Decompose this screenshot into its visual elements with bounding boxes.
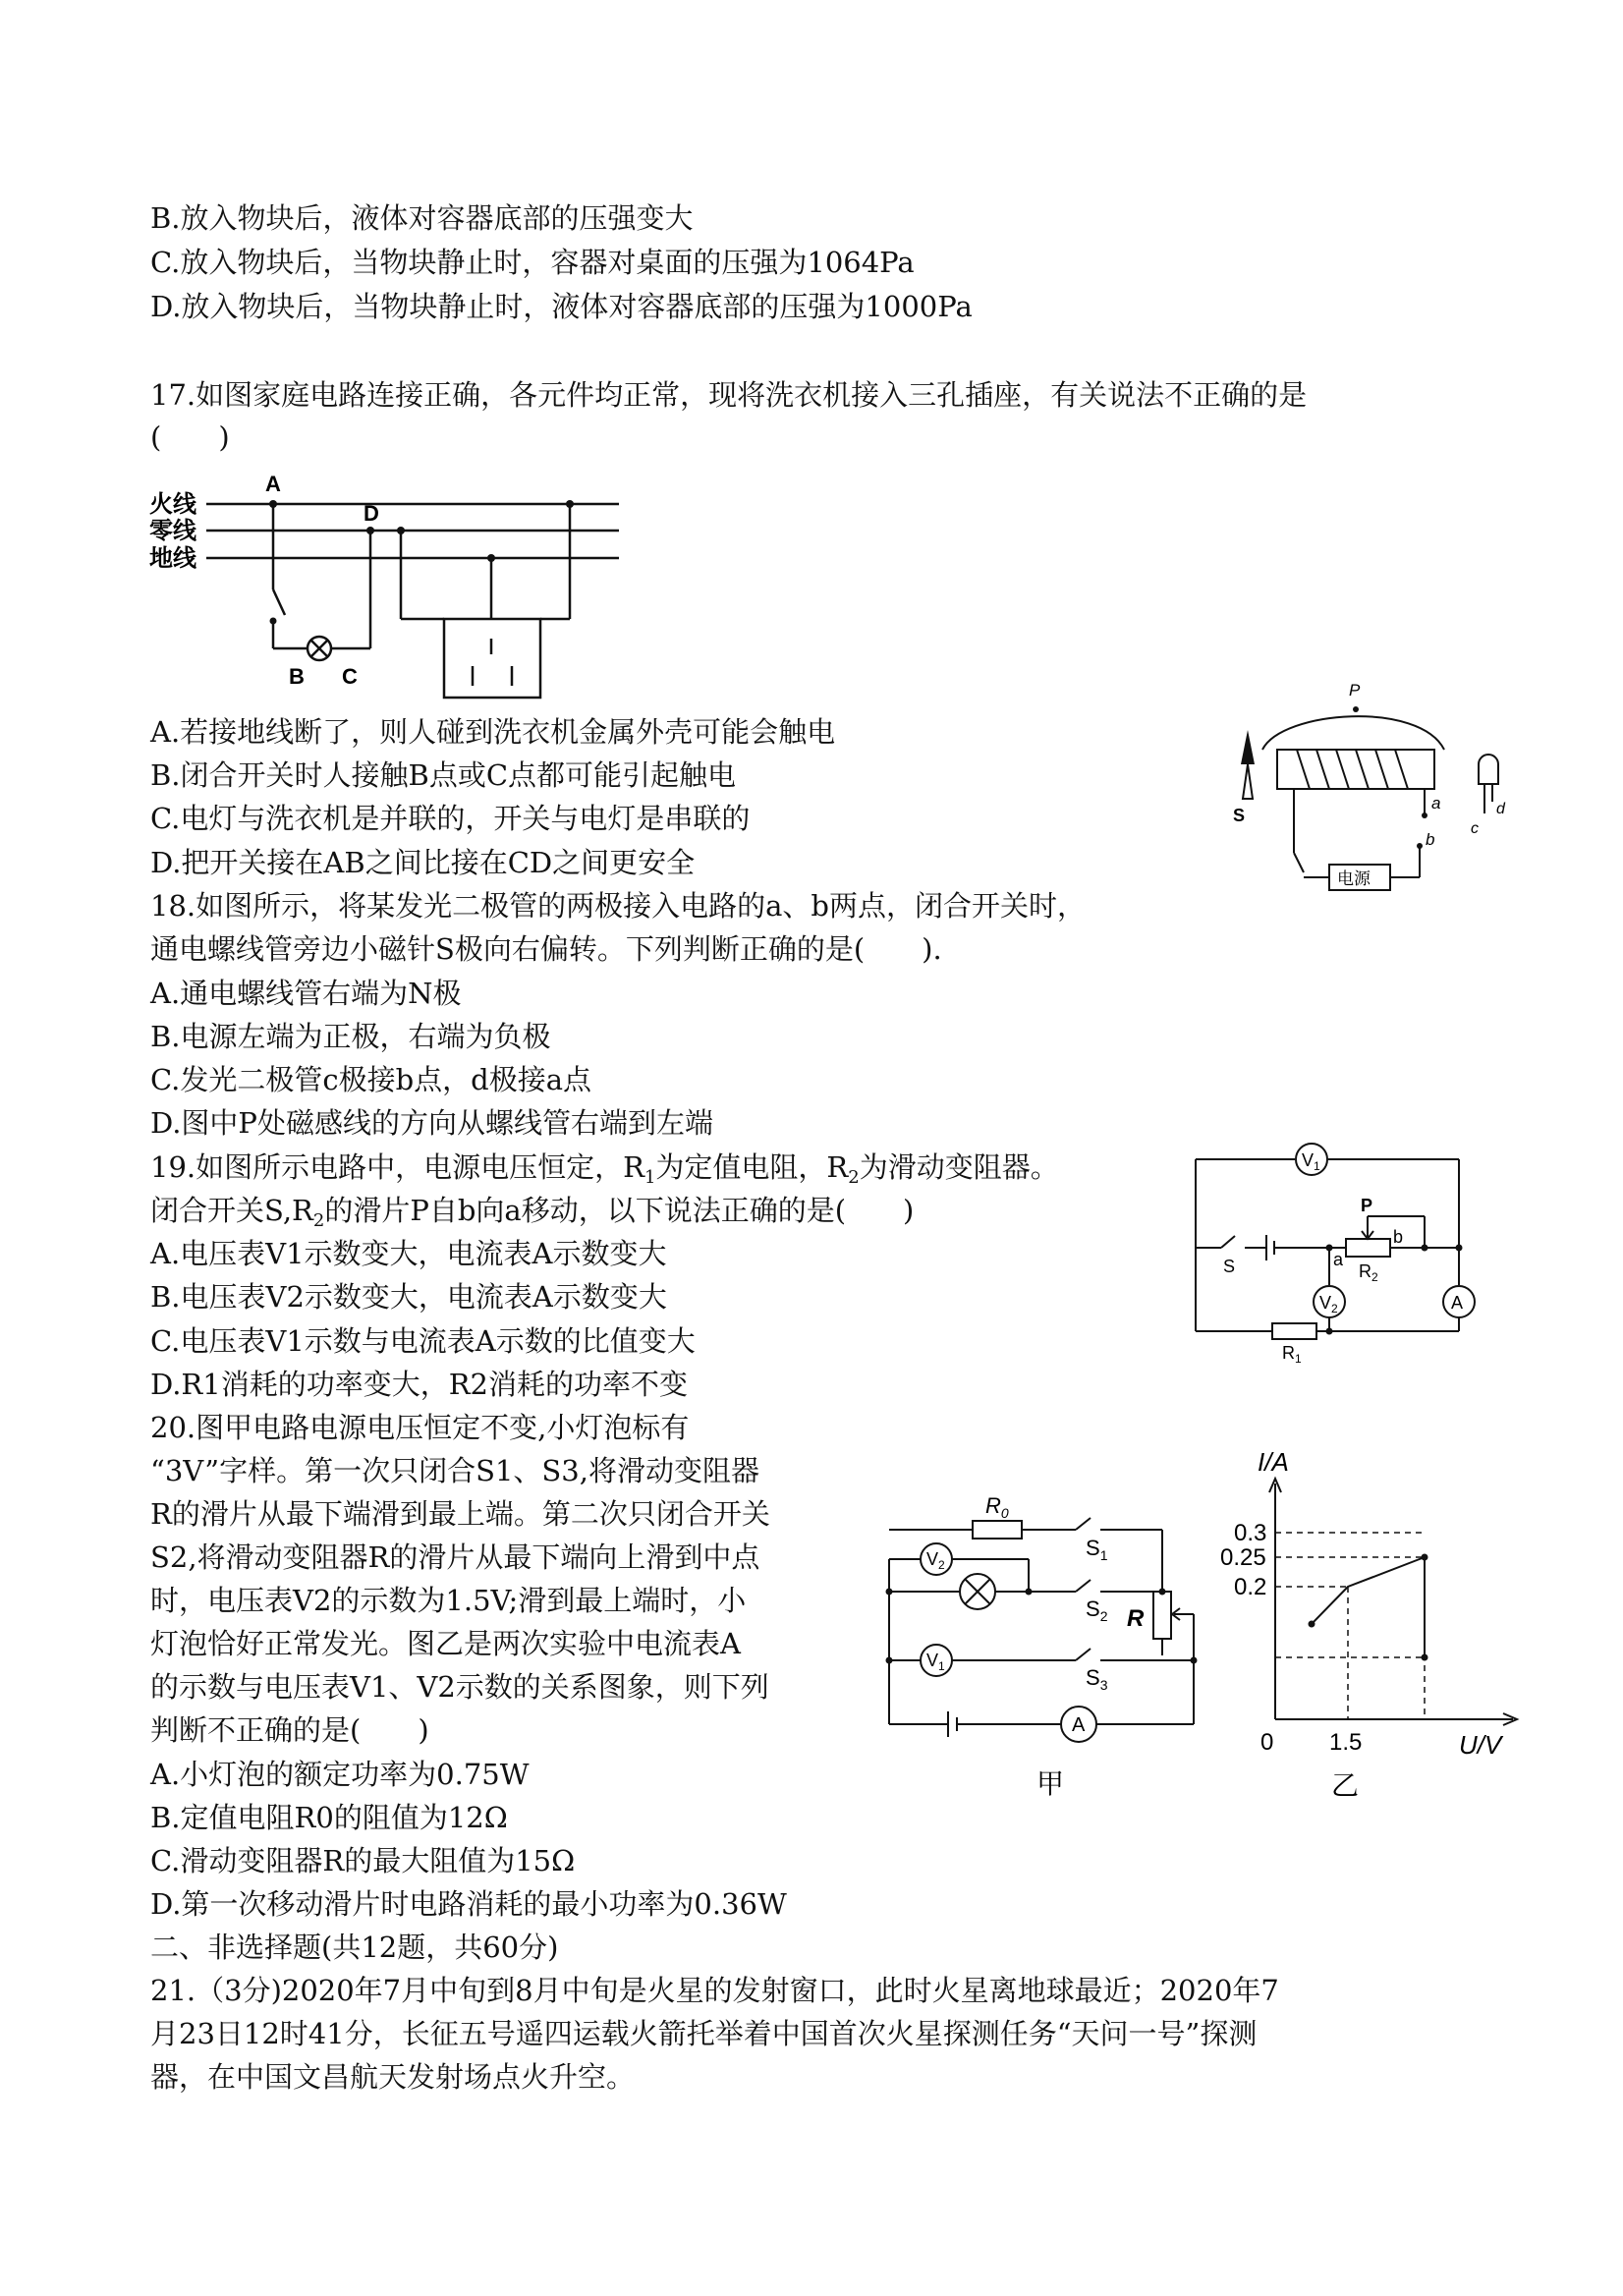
q20-stem-line5: 时，电压表V2的示数为1.5V;滑到最上端时，小 <box>150 1584 747 1617</box>
voltmeter-v1-label: $V_1$ <box>926 1651 945 1673</box>
q20-stem-line3: R的滑片从最下端滑到最上端。第二次只闭合开关 <box>150 1497 770 1531</box>
q20-stem-line7: 的示数与电压表V1、V2示数的关系图象，则下列 <box>150 1670 769 1704</box>
resistor-r0-label: $R_0$ <box>985 1493 1009 1521</box>
q21-line1: 21.（3分)2020年7月中旬到8月中旬是火星的发射窗口，此时火星离地球最近；2020年7 <box>150 1974 1279 2007</box>
slider-p-label: P <box>1361 1196 1373 1215</box>
point-b-label: b <box>1426 830 1435 849</box>
figure-yi-caption: 乙 <box>1331 1770 1360 1801</box>
q20-graph-yi <box>1218 1429 1533 1818</box>
q20-circuit-figure-jia <box>879 1488 1218 1803</box>
q16-option-b: B.放入物块后，液体对容器底部的压强变大 <box>150 201 694 235</box>
q18-option-b: B.电源左端为正极，右端为负极 <box>150 1020 551 1053</box>
q21-line3: 器，在中国文昌航天发射场点火升空。 <box>150 2060 636 2094</box>
q16-option-d: D.放入物块后，当物块静止时，液体对容器底部的压强为1000Pa <box>150 290 973 323</box>
neutral-wire-label: 零线 <box>149 518 196 544</box>
q21-line2: 月23日12时41分，长征五号遥四运载火箭托举着中国首次火星探测任务“天问一号”探测 <box>150 2017 1258 2050</box>
q17-household-circuit-figure <box>147 470 629 715</box>
x-tick-1-5: 1.5 <box>1329 1729 1363 1756</box>
q20-stem-line4: S2,将滑动变阻器R的滑片从最下端向上滑到中点 <box>150 1540 760 1574</box>
q20-option-b: B.定值电阻R0的阻值为12Ω <box>150 1801 508 1834</box>
ammeter-a-label: A <box>1072 1714 1086 1736</box>
q19-stem-line1: 19.如图所示电路中，电源电压恒定，$R_1$为定值电阻，$R_2$为滑动变阻器。 <box>150 1150 1059 1188</box>
power-source-label: 电源 <box>1337 869 1371 888</box>
rheostat-r-label: R <box>1127 1605 1145 1632</box>
point-a-label: a <box>1431 794 1441 812</box>
point-a-label: A <box>265 472 281 496</box>
q19-circuit-figure <box>1184 1140 1488 1366</box>
y-tick-0-2: 0.2 <box>1234 1574 1267 1600</box>
point-c-label: C <box>342 664 358 689</box>
voltmeter-v1-label: $V_1$ <box>1302 1150 1320 1173</box>
voltmeter-v2-label: $V_2$ <box>926 1549 945 1572</box>
switch-s-label: S <box>1223 1257 1236 1276</box>
q17-option-c: C.电灯与洗衣机是并联的，开关与电灯是串联的 <box>150 802 751 835</box>
ground-wire-label: 地线 <box>149 545 196 572</box>
switch-s2-label: $S_2$ <box>1086 1596 1108 1624</box>
q17-bracket: ( ) <box>150 420 230 454</box>
q17-option-a: A.若接地线断了，则人碰到洗衣机金属外壳可能会触电 <box>150 715 836 749</box>
q16-option-c: C.放入物块后，当物块静止时，容器对桌面的压强为1064Pa <box>150 246 915 279</box>
diode-c-label: c <box>1471 820 1479 837</box>
q18-stem-line2: 通电螺线管旁边小磁针S极向右偏转。下列判断正确的是( ). <box>150 932 942 966</box>
q20-stem-line8: 判断不正确的是( ) <box>150 1713 429 1747</box>
section-2-heading: 二、非选择题(共12题，共60分) <box>150 1931 559 1964</box>
y-axis-label: I/A <box>1258 1447 1289 1477</box>
origin-label: 0 <box>1260 1729 1274 1756</box>
q20-stem-line6: 灯泡恰好正常发光。图乙是两次实验中电流表A <box>150 1627 741 1660</box>
q20-stem-line2: “3V”字样。第一次只闭合S1、S3,将滑动变阻器 <box>150 1454 759 1487</box>
q17-stem: 17.如图家庭电路连接正确，各元件均正常，现将洗衣机接入三孔插座，有关说法不正确的是 <box>150 378 1308 412</box>
y-tick-0-3: 0.3 <box>1234 1520 1267 1546</box>
voltmeter-v2-label: $V_2$ <box>1319 1293 1338 1316</box>
point-d-label: D <box>364 501 379 526</box>
ammeter-a-label: A <box>1451 1293 1464 1313</box>
q20-option-a: A.小灯泡的额定功率为0.75W <box>150 1758 530 1791</box>
q19-option-c: C.电压表V1示数与电流表A示数的比值变大 <box>150 1324 696 1358</box>
point-b-label: B <box>289 664 305 689</box>
x-axis-label: U/V <box>1459 1730 1502 1760</box>
q20-option-d: D.第一次移动滑片时电路消耗的最小功率为0.36W <box>150 1887 787 1921</box>
q17-option-b: B.闭合开关时人接触B点或C点都可能引起触电 <box>150 758 737 792</box>
q19-option-d: D.R1消耗的功率变大，R2消耗的功率不变 <box>150 1368 689 1401</box>
q17-option-d: D.把开关接在AB之间比接在CD之间更安全 <box>150 846 696 879</box>
q19-stem-line2: 闭合开关$S,R_2$的滑片P自b向a移动，以下说法正确的是( ) <box>150 1194 915 1231</box>
solenoid-p-label: P <box>1349 681 1361 700</box>
y-tick-0-25: 0.25 <box>1220 1544 1266 1571</box>
figure-jia-caption: 甲 <box>1036 1768 1065 1799</box>
q18-option-c: C.发光二极管c极接b点，d极接a点 <box>150 1063 592 1096</box>
live-wire-label: 火线 <box>149 491 196 518</box>
q19-option-b: B.电压表V2示数变大，电流表A示数变大 <box>150 1280 667 1314</box>
q18-option-d: D.图中P处磁感线的方向从螺线管右端到左端 <box>150 1106 713 1140</box>
q18-option-a: A.通电螺线管右端为N极 <box>150 977 462 1010</box>
switch-s1-label: $S_1$ <box>1086 1536 1108 1563</box>
q18-stem-line1: 18.如图所示，将某发光二极管的两极接入电路的a、b两点，闭合开关时， <box>150 889 1086 923</box>
q20-option-c: C.滑动变阻器R的最大阻值为15Ω <box>150 1844 576 1877</box>
resistor-r1-label: $R_1$ <box>1282 1343 1302 1366</box>
q18-solenoid-figure <box>1223 676 1508 902</box>
resistor-r2-label: $R_2$ <box>1359 1261 1378 1284</box>
q19-option-a: A.电压表V1示数变大，电流表A示数变大 <box>150 1237 667 1270</box>
end-a-label: a <box>1333 1250 1344 1269</box>
end-b-label: b <box>1393 1227 1404 1247</box>
switch-s3-label: $S_3$ <box>1086 1665 1108 1693</box>
diode-d-label: d <box>1496 801 1505 817</box>
q20-stem-line1: 20.图甲电路电源电压恒定不变,小灯泡标有 <box>150 1411 690 1444</box>
needle-s-label: S <box>1233 806 1246 825</box>
